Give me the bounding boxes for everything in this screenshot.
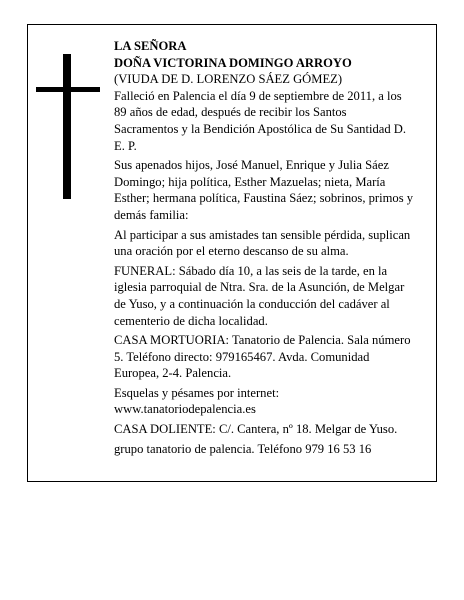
cross-horizontal-bar (36, 87, 100, 92)
mortuary-paragraph: CASA MORTUORIA: Tanatorio de Palencia. Sala número 5. Teléfono directo: 979165467. Avda. Comunidad Europea, 2-4. Palencia. (114, 333, 411, 381)
obituary-text (114, 38, 414, 457)
cross-icon (36, 54, 100, 199)
widow-line: (VIUDA DE D. LORENZO SÁEZ GÓMEZ) (114, 72, 343, 87)
funeral-paragraph: FUNERAL: Sábado día 10, a las seis de la tarde, en la iglesia parroquial de Ntra. Sra. de la Asunción, de Melgar de Yuso, y a continuación la conducción del cadáver al cementerio de dicha localidad. (114, 263, 405, 328)
family-paragraph: Sus apenados hijos, José Manuel, Enrique y Julia Sáez Domingo; hija política, Esther Mazuelas; nieta, María Esther; hermana política, Faustina Sáez; sobrinos, primos y demás familia: (114, 158, 414, 222)
notice-title: LA SEÑORA (114, 39, 187, 53)
cross-vertical-bar (63, 54, 71, 199)
footer-line: grupo tanatorio de palencia. Teléfono 979 16 53 16 (114, 441, 372, 456)
request-paragraph: Al participar a sus amistades tan sensible pérdida, suplican una oración por el eterno descanso de su alma. (114, 227, 411, 259)
mourning-house-paragraph: CASA DOLIENTE: C/. Cantera, nº 18. Melgar de Yuso. (114, 422, 398, 437)
deceased-name: DOÑA VICTORINA DOMINGO ARROYO (114, 55, 352, 70)
death-paragraph: Falleció en Palencia el día 9 de septiembre de 2011, a los 89 años de edad, después de recibir los Santos Sacramentos y la Bendición Apostólica de Su Santidad D. E. P. (114, 88, 407, 153)
internet-paragraph: Esquelas y pésames por internet: www.tanatoriodepalencia.es (114, 385, 280, 417)
